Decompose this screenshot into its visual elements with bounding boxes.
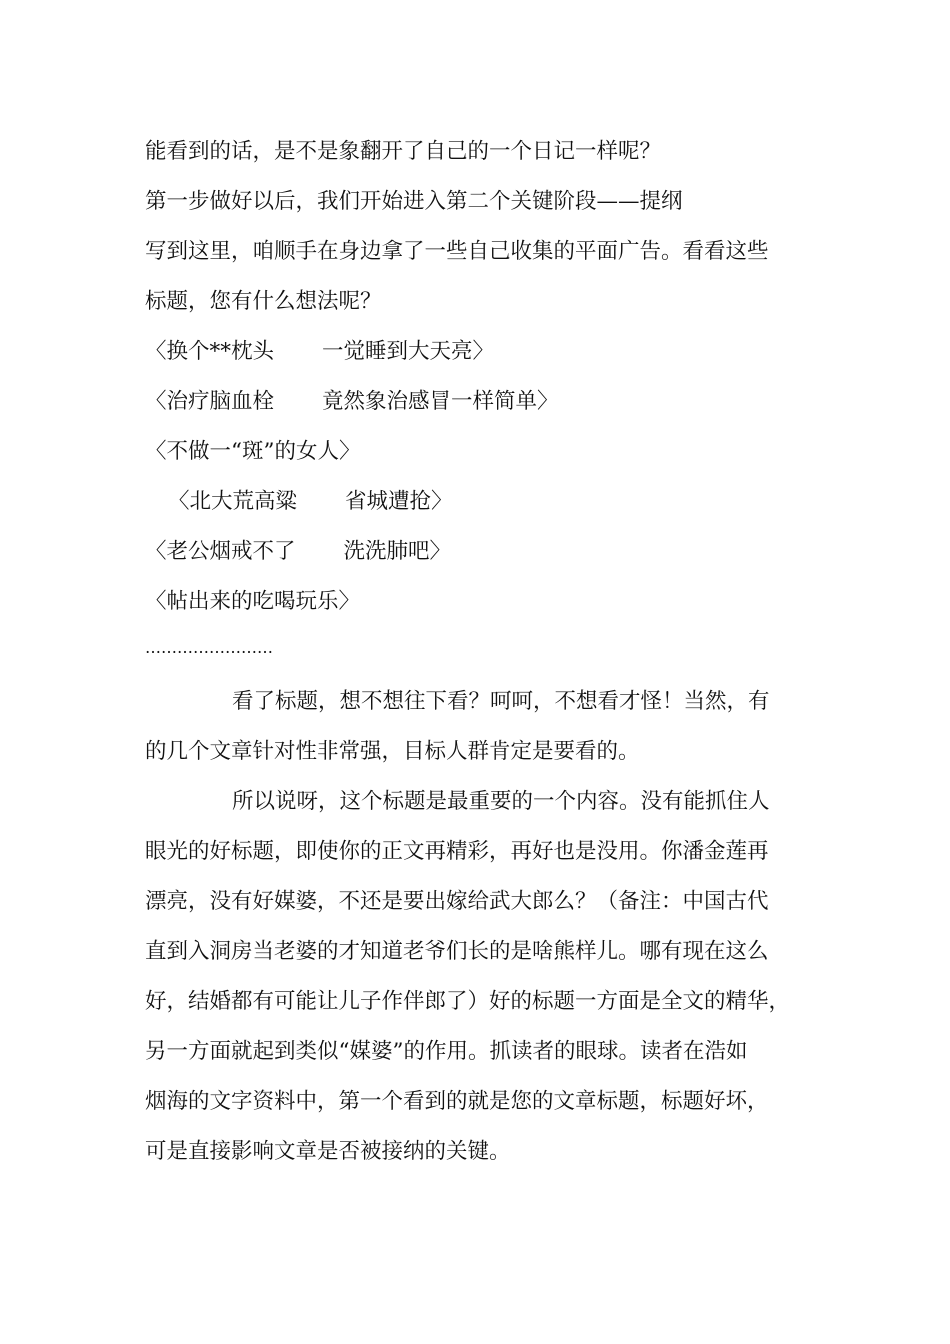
headline-part-a: 〈换个**枕头	[145, 339, 275, 364]
paragraph-line: 漂亮，没有好媒婆，不还是要出嫁给武大郎么？（备注：中国古代	[145, 889, 769, 914]
headline-item	[168, 488, 453, 516]
text-line: 标题，您有什么想法呢？	[145, 289, 382, 314]
headline-part-a: 〈北大荒高粱	[168, 489, 298, 514]
paragraph-line: 可是直接影响文章是否被接纳的关键。	[145, 1139, 511, 1164]
ellipsis-line: ……………………	[145, 638, 273, 657]
headline-item	[145, 388, 559, 416]
paragraph-line: 直到入洞房当老婆的才知道老爷们长的是啥熊样儿。哪有现在这么	[145, 939, 769, 964]
headline-item	[145, 338, 494, 366]
paragraph-line: 眼光的好标题，即使你的正文再精彩，再好也是没用。你潘金莲再	[145, 839, 769, 864]
headline-part-a: 〈老公烟戒不了	[145, 539, 296, 564]
headline-part-a: 〈帖出来的吃喝玩乐〉	[145, 589, 361, 614]
paragraph-line: 烟海的文字资料中，第一个看到的就是您的文章标题，标题好坏，	[145, 1089, 769, 1114]
paragraph-line: 的几个文章针对性非常强，目标人群肯定是要看的。	[145, 739, 640, 764]
headline-part-a: 〈不做一“斑”的女人〉	[145, 439, 361, 464]
paragraph-line: 好，结婚都有可能让儿子作伴郎了）好的标题一方面是全文的精华，	[145, 989, 791, 1014]
headline-part-b: 竟然象治感冒一样简单〉	[322, 389, 559, 414]
headline-part-b: 一觉睡到大天亮〉	[322, 339, 495, 364]
text-line: 能看到的话，是不是象翻开了自己的一个日记一样呢？	[145, 139, 662, 164]
headline-part-a: 〈治疗脑血栓	[145, 389, 275, 414]
headline-item	[145, 438, 360, 466]
paragraph-line: 另一方面就起到类似“媒婆”的作用。抓读者的眼球。读者在浩如	[145, 1039, 748, 1064]
paragraph-line: 看了标题，想不想往下看？呵呵，不想看才怪！当然，有	[232, 689, 770, 714]
headline-part-b: 洗洗肺吧〉	[343, 539, 452, 564]
headline-item	[145, 588, 360, 616]
headline-part-b: 省城遭抢〉	[345, 489, 453, 514]
text-line: 写到这里，咱顺手在身边拿了一些自己收集的平面广告。看看这些	[145, 239, 769, 264]
paragraph-line: 所以说呀，这个标题是最重要的一个内容。没有能抓住人	[232, 789, 770, 814]
text-line: 第一步做好以后，我们开始进入第二个关键阶段——提纲	[145, 189, 683, 214]
headline-item	[145, 538, 451, 566]
